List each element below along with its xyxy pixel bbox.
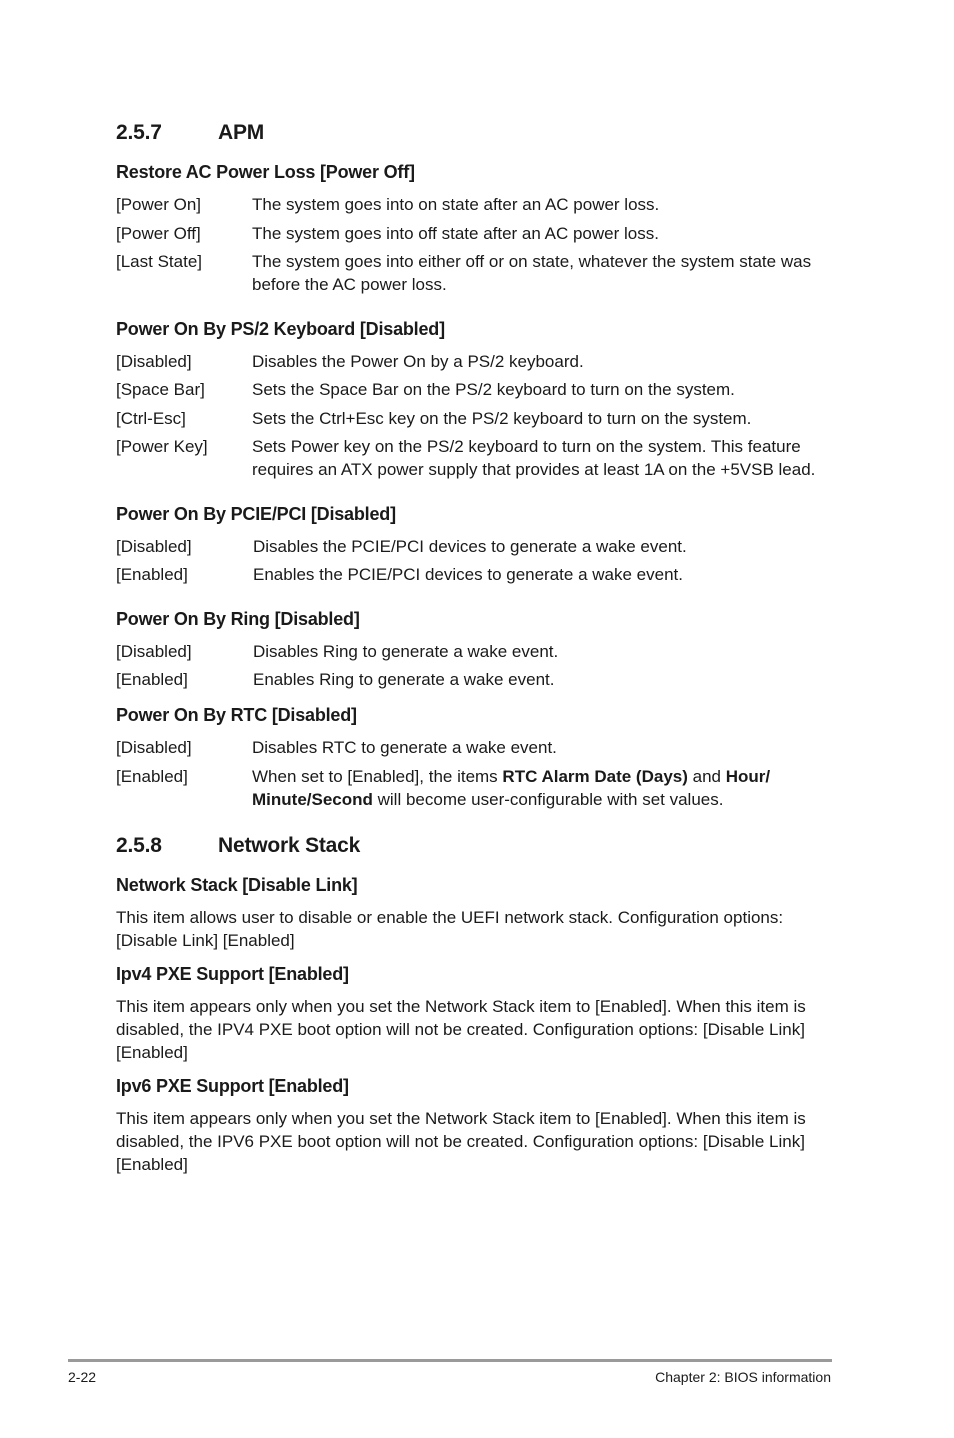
option-description: Enables Ring to generate a wake event. [253,670,555,689]
option-label: [Disabled] [116,642,192,661]
ps2-keyboard-heading: Power On By PS/2 Keyboard [Disabled] [116,319,445,339]
section-number: 2.5.7 [116,121,162,144]
option-label: [Enabled] [116,565,188,584]
ring-heading: Power On By Ring [Disabled] [116,609,360,629]
option-description: Enables the PCIE/PCI devices to generate a wake event. [253,565,683,584]
option-label: [Last State] [116,252,202,271]
section-title: Network Stack [218,834,361,857]
ipv4-pxe-text: This item appears only when you set the Network Stack item to [Enabled]. When this item is disabled, the IPV4 PXE boot option will not be created. Configuration options: [Disable Link] [Enabled] [116,997,806,1062]
chapter-title: Chapter 2: BIOS information [655,1369,831,1385]
option-description: Sets Power key on the PS/2 keyboard to turn on the system. This feature requires an ATX power supply that provides at least 1A on the +5VSB lead. [252,437,816,479]
option-label: [Disabled] [116,738,192,757]
option-label: [Enabled] [116,670,188,689]
option-description: Sets the Space Bar on the PS/2 keyboard to turn on the system. [252,380,735,399]
option-description: Disables the PCIE/PCI devices to generate a wake event. [253,537,687,556]
option-label: [Disabled] [116,537,192,556]
ipv6-pxe-heading: Ipv6 PXE Support [Enabled] [116,1076,349,1096]
section-heading-network-stack [116,834,516,860]
option-label: [Ctrl-Esc] [116,409,186,428]
option-description: Disables the Power On by a PS/2 keyboard. [252,352,584,371]
option-description: Disables RTC to generate a wake event. [252,738,557,757]
option-description: The system goes into on state after an AC power loss. [252,195,660,214]
option-label: [Enabled] [116,767,188,786]
option-description: The system goes into off state after an AC power loss. [252,224,659,243]
option-label: [Power On] [116,195,202,214]
section-heading-apm [116,121,516,147]
section-title: APM [218,121,265,144]
network-stack-text: This item allows user to disable or enable the UEFI network stack. Configuration options: [Disable Link] [Enabled] [116,908,784,950]
option-description: Disables Ring to generate a wake event. [253,642,559,661]
pcie-pci-heading: Power On By PCIE/PCI [Disabled] [116,504,396,524]
footer-divider [68,1359,832,1362]
emphasized-item: RTC Alarm Date (Days) [502,767,688,786]
page-number: 2-22 [68,1369,97,1385]
description-text: When set to [Enabled], the items [252,767,503,786]
restore-ac-heading: Restore AC Power Loss [Power Off] [116,162,415,182]
network-stack-heading: Network Stack [Disable Link] [116,875,358,895]
option-label: [Disabled] [116,352,192,371]
description-text: and [687,767,726,786]
option-description: Sets the Ctrl+Esc key on the PS/2 keyboard to turn on the system. [252,409,752,428]
option-label: [Power Off] [116,224,201,243]
option-description: The system goes into either off or on state, whatever the system state was before the AC power loss. [252,252,812,294]
section-number: 2.5.8 [116,834,162,857]
ipv4-pxe-heading: Ipv4 PXE Support [Enabled] [116,964,349,984]
option-label: [Power Key] [116,437,208,456]
option-description [252,765,798,811]
option-label: [Space Bar] [116,380,205,399]
description-text: will become user-configurable with set values. [372,790,724,809]
rtc-heading: Power On By RTC [Disabled] [116,705,357,725]
emphasized-item: Hour/ Minute/Second [252,767,771,809]
ipv6-pxe-text: This item appears only when you set the Network Stack item to [Enabled]. When this item is disabled, the IPV6 PXE boot option will not be created. Configuration options: [Disable Link] [Enabled] [116,1109,806,1174]
